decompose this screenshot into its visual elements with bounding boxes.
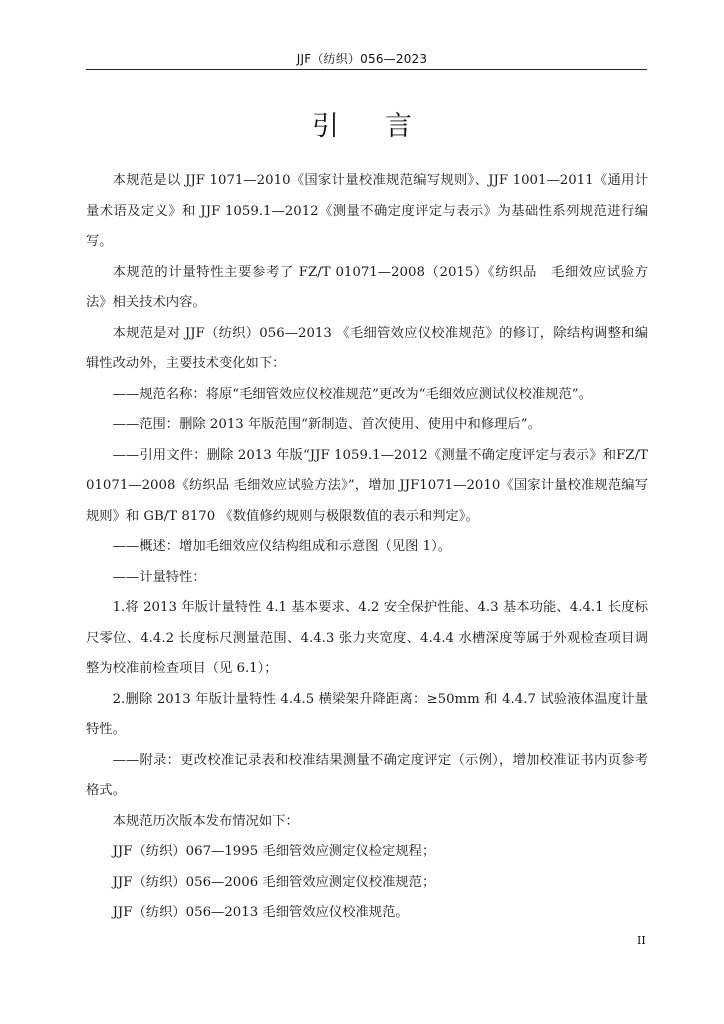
history-item: JJF（纺织）056—2013 毛细管效应仪校准规范。: [112, 905, 409, 920]
list-item: ——引用文件：删除 2013 年版“JJF 1059.1—2012《测量不确定度评定与表示》和FZ/T 01071—2008《纺织品 毛细效应试验方法》”，增加 JJF1071—2010《国家计量校准规范编写规则》和 GB/T 8170 《数值修约规则与极限数值的表示和判定》。: [86, 447, 648, 524]
paragraph: 本规范是对 JJF（纺织）056—2013 《毛细管效应仪校准规范》的修订，除结构调整和编辑性改动外，主要技术变化如下：: [86, 325, 648, 371]
page-title: 引言: [312, 111, 458, 142]
running-header: JJF（纺织）056—2023: [296, 52, 428, 66]
paragraph: 本规范的计量特性主要参考了 FZ/T 01071—2008（2015）《纺织品 毛细效应试验方法》相关技术内容。: [86, 264, 648, 310]
body-text: [86, 166, 648, 929]
paragraph: 本规范历次版本发布情况如下：: [112, 813, 299, 829]
numbered-item: 2.删除 2013 年版计量特性 4.4.5 横梁架升降距离：≥50mm 和 4.4.7 试验液体温度计量特性。: [86, 691, 648, 737]
list-item: ——范围：删除 2013 年版范围“新制造、首次使用、使用中和修理后”。: [112, 417, 541, 432]
list-item: ——概述：增加毛细效应仪结构组成和示意图（见图 1）。: [112, 539, 452, 554]
page-number: II: [637, 934, 646, 947]
history-item: JJF（纺织）067—1995 毛细管效应测定仪检定规程；: [112, 844, 436, 859]
paragraph: 本规范是以 JJF 1071—2010《国家计量校准规范编写规则》、JJF 1001—2011《通用计量术语及定义》和 JJF 1059.1—2012《测量不确定度评定与表示》为基础性系列规范进行编写。: [86, 173, 648, 249]
history-item: JJF（纺织）056—2006 毛细管效应测定仪校准规范；: [112, 874, 436, 890]
list-item: ——规范名称：将原“毛细管效应仪校准规范”更改为“毛细效应测试仪校准规范”。: [112, 386, 592, 402]
header-rule: [86, 69, 647, 70]
list-item: ——附录：更改校准记录表和校准结果测量不确定度评定（示例），增加校准证书内页参考格式。: [86, 752, 648, 798]
numbered-item: 1.将 2013 年版计量特性 4.1 基本要求、4.2 安全保护性能、4.3 基本功能、4.4.1 长度标尺零位、4.4.2 长度标尺测量范围、4.4.3 张力夹宽度、4.4.4 水槽深度等属于外观检查项目调整为校准前检查项目（见 6.1）；: [86, 600, 648, 676]
list-item: ——计量特性：: [112, 569, 206, 585]
